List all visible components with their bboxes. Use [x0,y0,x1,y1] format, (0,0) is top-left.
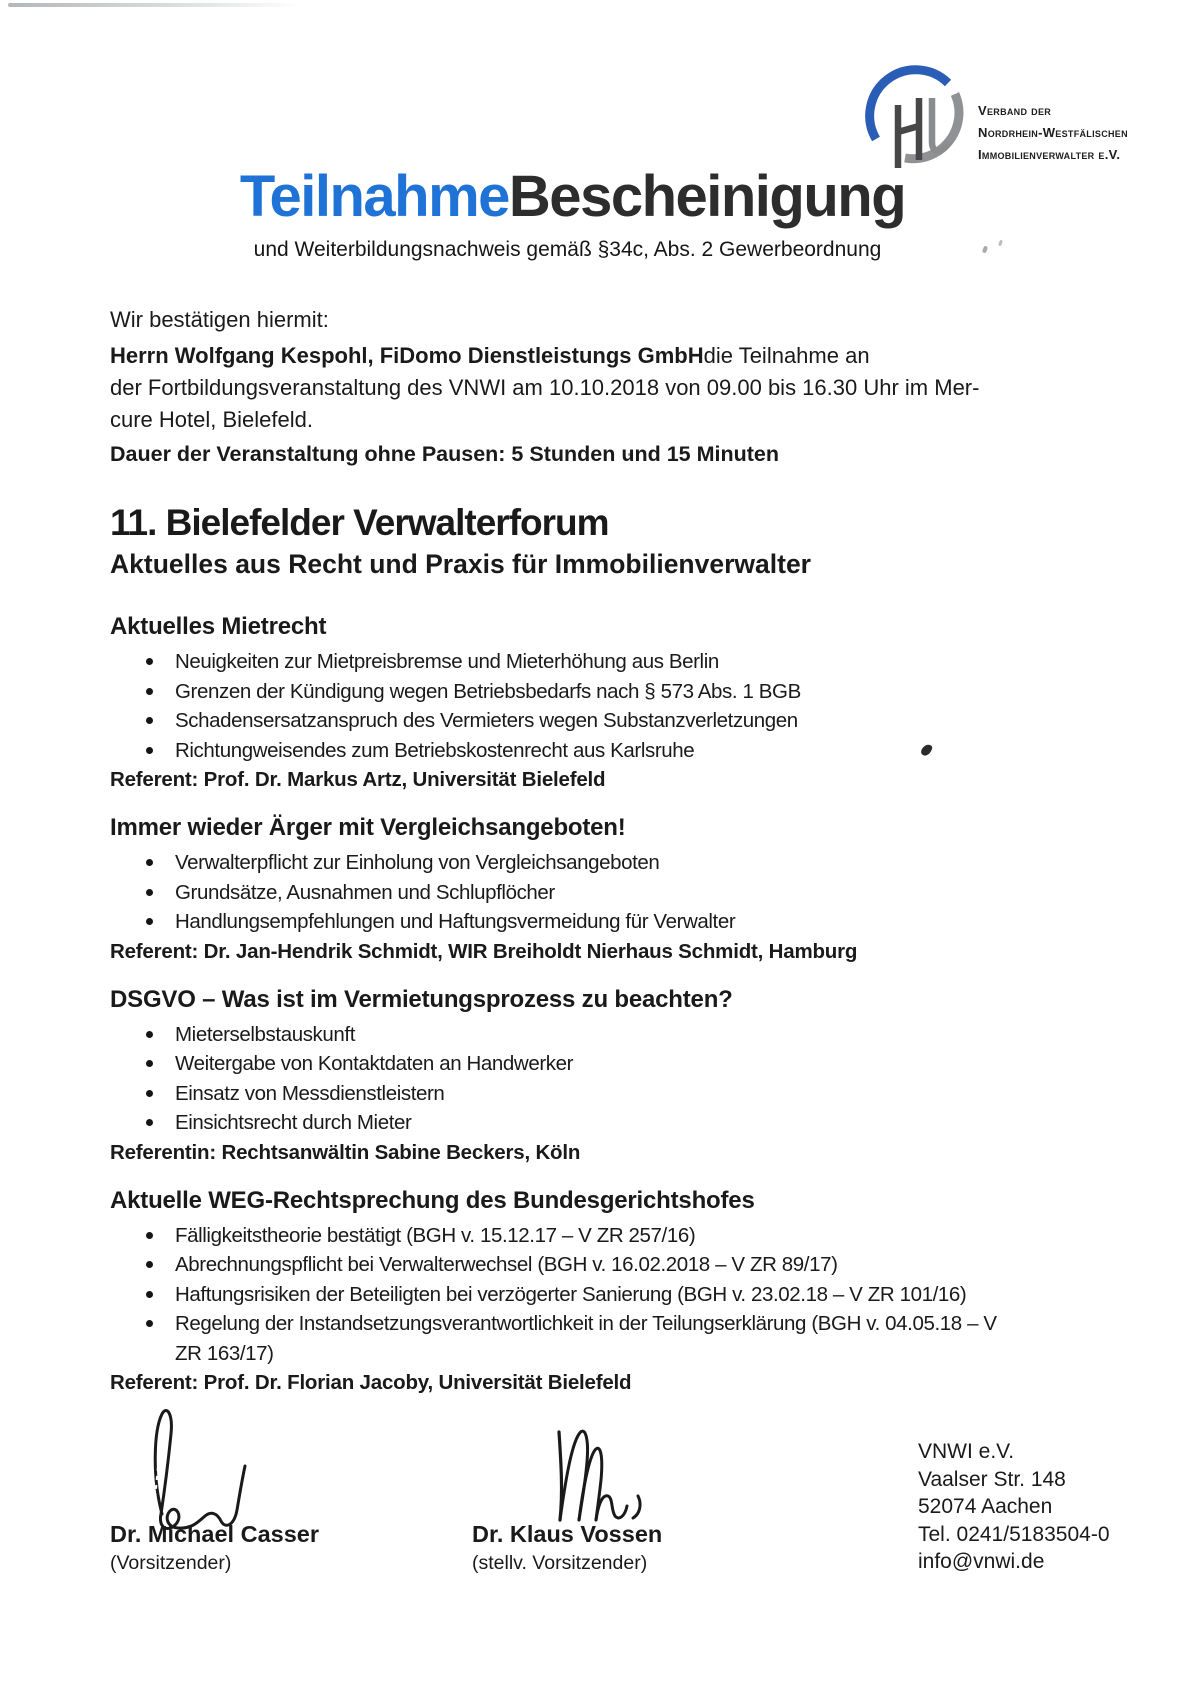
section-heading: Immer wieder Ärger mit Vergleichsangeboten! [110,814,626,841]
signatory-name-vossen: Dr. Klaus Vossen [472,1521,663,1547]
contact-block [918,1438,1110,1576]
title-part-bescheinigung: Bescheinigung [508,164,906,229]
bullet-item: Richtungweisendes zum Betriebskostenrecht aus Karlsruhe [175,736,1018,766]
contact-phone: Tel. 0241/5183504-0 [918,1522,1110,1546]
contact-city: 52074 Aachen [918,1495,1053,1518]
certificate-body [110,306,1018,1398]
section-dsgvo [110,985,1018,1168]
bullet-item: Einsatz von Messdienstleistern [175,1079,1018,1109]
section-vergleichsangebote [110,813,1018,967]
bullet-item: Fälligkeitstheorie bestätigt (BGH v. 15.12.17 – V ZR 257/16) [175,1221,1018,1251]
event-title: 11. Bielefelder Verwalterforum [110,502,609,543]
bullet-list [110,1221,1018,1369]
participation-paragraph [110,340,1018,436]
section-heading: Aktuelles Mietrecht [110,613,327,640]
bullet-item: Grenzen der Kündigung wegen Betriebsbedarfs nach § 573 Abs. 1 BGB [175,677,1018,707]
org-name-line2: Nordrhein-Westfälischen [978,125,1128,140]
referent-line: Referent: Prof. Dr. Markus Artz, Universität Bielefeld [110,768,606,791]
org-name-line3: Immobilienverwalter e.V. [978,147,1121,162]
bullet-list [110,1020,1018,1138]
section-weg-rechtsprechung [110,1186,1018,1399]
referent-line: Referent: Dr. Jan-Hendrik Schmidt, WIR Breiholdt Nierhaus Schmidt, Hamburg [110,939,858,963]
bullet-item: Neuigkeiten zur Mietpreisbremse und Mieterhöhung aus Berlin [175,647,1018,677]
bullet-item: Mieterselbstauskunft [175,1020,1018,1050]
participation-text-2: der Fortbildungsveranstaltung des VNWI am 10.10.2018 von 09.00 bis 16.30 Uhr im Mer- [110,375,980,400]
participation-text-1: die Teilnahme an [703,343,870,368]
bullet-list [110,647,1018,765]
referent-line: Referent: Prof. Dr. Florian Jacoby, Universität Bielefeld [110,1371,632,1394]
participant-name: Herrn Wolfgang Kespohl, FiDomo Dienstleistungs GmbH [110,343,704,368]
section-heading: DSGVO – Was ist im Vermietungsprozess zu beachten? [110,985,733,1013]
org-name-line1: Verband der [978,103,1052,118]
bullet-item: Abrechnungspflicht bei Verwalterwechsel (BGH v. 16.02.2018 – V ZR 89/17) [175,1250,1018,1280]
event-subtitle: Aktuelles aus Recht und Praxis für Immobilienverwalter [110,549,811,579]
contact-street: Vaalser Str. 148 [918,1467,1066,1491]
bullet-item: Schadensersatzanspruch des Vermieters wegen Substanzverletzungen [175,706,1018,736]
bullet-item: Einsichtsrecht durch Mieter [175,1108,1018,1138]
bullet-item: Verwalterpflicht zur Einholung von Vergleichsangeboten [175,848,1018,878]
vnwi-logo-icon [862,58,972,178]
bullet-item: Haftungsrisiken der Beteiligten bei verzögerter Sanierung (BGH v. 23.02.18 – V ZR 101/16) [175,1280,1018,1310]
bullet-item: Regelung der Instandsetzungsverantwortlichkeit in der Teilungserklärung (BGH v. 04.05.18 – V ZR 163/17) [175,1309,1018,1368]
scan-artifact-line [8,3,300,7]
document-subtitle: und Weiterbildungsnachweis gemäß §34c, Abs. 2 Gewerbeordnung [253,238,882,261]
contact-org: VNWI e.V. [918,1440,1015,1463]
bullet-item: Handlungsempfehlungen und Haftungsvermeidung für Verwalter [175,907,1018,937]
bullet-list [110,848,1018,937]
signatory-role-casser: (Vorsitzender) [110,1552,232,1574]
document-title [0,163,1145,230]
signature-vossen [545,1422,650,1527]
signature-casser [142,1406,262,1534]
signatory-role-vossen: (stellv. Vorsitzender) [472,1552,648,1574]
participation-text-3: cure Hotel, Bielefeld. [110,407,313,432]
contact-email: info@vnwi.de [918,1550,1045,1573]
bullet-item: Weitergabe von Kontaktdaten an Handwerker [175,1049,1018,1079]
section-aktuelles-mietrecht [110,612,1018,795]
duration-line: Dauer der Veranstaltung ohne Pausen: 5 Stunden und 15 Minuten [110,442,779,466]
confirmation-line: Wir bestätigen hiermit: [110,307,329,332]
bullet-item: Grundsätze, Ausnahmen und Schlupflöcher [175,878,1018,908]
section-heading: Aktuelle WEG-Rechtsprechung des Bundesgerichtshofes [110,1186,755,1214]
vnwi-org-name [978,100,1128,166]
signatory-name-casser: Dr. Michael Casser [110,1521,319,1547]
referent-line: Referentin: Rechtsanwältin Sabine Beckers, Köln [110,1140,581,1164]
title-part-teilnahme: Teilnahme [239,164,509,229]
